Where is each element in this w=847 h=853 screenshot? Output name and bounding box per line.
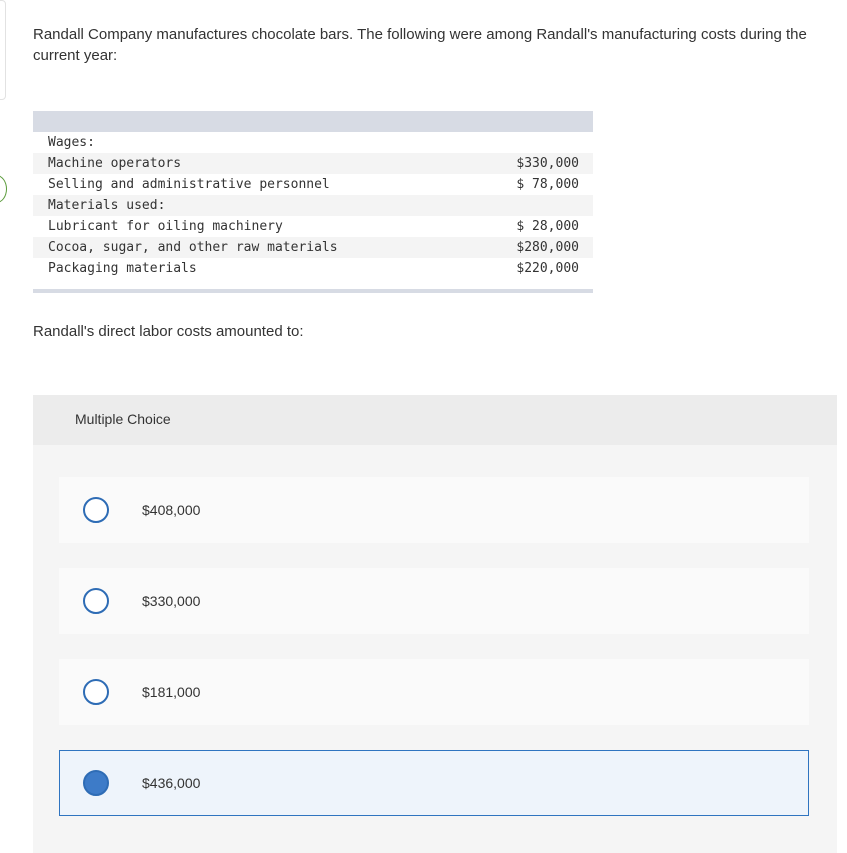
- choice-option-2[interactable]: [59, 568, 809, 634]
- choice-option-3[interactable]: [59, 659, 809, 725]
- choice-option-4[interactable]: [59, 750, 809, 816]
- choice-label: $436,000: [142, 775, 201, 791]
- table-row: [33, 195, 593, 216]
- multiple-choice-panel: [33, 395, 837, 853]
- row-label: Materials used:: [48, 198, 166, 213]
- row-amount: $330,000: [516, 156, 579, 171]
- question-intro: Randall Company manufactures chocolate bars. The following were among Randall's manufacturing costs during the current year:: [33, 26, 807, 64]
- multiple-choice-header: [33, 395, 837, 445]
- row-label: Selling and administrative personnel: [48, 177, 330, 192]
- row-label: Cocoa, sugar, and other raw materials: [48, 240, 338, 255]
- side-tab[interactable]: [0, 0, 6, 100]
- table-row: [33, 237, 593, 258]
- choice-label: $181,000: [142, 684, 201, 700]
- row-amount: $ 78,000: [516, 177, 579, 192]
- choice-label: $408,000: [142, 502, 201, 518]
- multiple-choice-title: Multiple Choice: [75, 411, 171, 427]
- row-label: Machine operators: [48, 156, 182, 171]
- row-label: Lubricant for oiling machinery: [48, 219, 283, 234]
- row-amount: $280,000: [516, 240, 579, 255]
- cost-table: [33, 111, 593, 293]
- table-footer-band: [33, 289, 593, 293]
- radio-button-icon[interactable]: [83, 497, 109, 523]
- choice-label: $330,000: [142, 593, 201, 609]
- table-row: [33, 216, 593, 237]
- question-prompt: Randall's direct labor costs amounted to:: [33, 323, 304, 340]
- question-status-indicator: [0, 175, 7, 203]
- table-header-band: [33, 111, 593, 132]
- table-row: [33, 132, 593, 153]
- radio-button-icon[interactable]: [83, 679, 109, 705]
- row-amount: $220,000: [516, 261, 579, 276]
- radio-button-icon[interactable]: [83, 588, 109, 614]
- table-row: [33, 258, 593, 279]
- table-row: [33, 174, 593, 195]
- table-row: [33, 153, 593, 174]
- radio-button-selected-icon[interactable]: [83, 770, 109, 796]
- choice-option-1[interactable]: [59, 477, 809, 543]
- row-label: Wages:: [48, 135, 95, 150]
- row-label: Packaging materials: [48, 261, 197, 276]
- row-amount: $ 28,000: [516, 219, 579, 234]
